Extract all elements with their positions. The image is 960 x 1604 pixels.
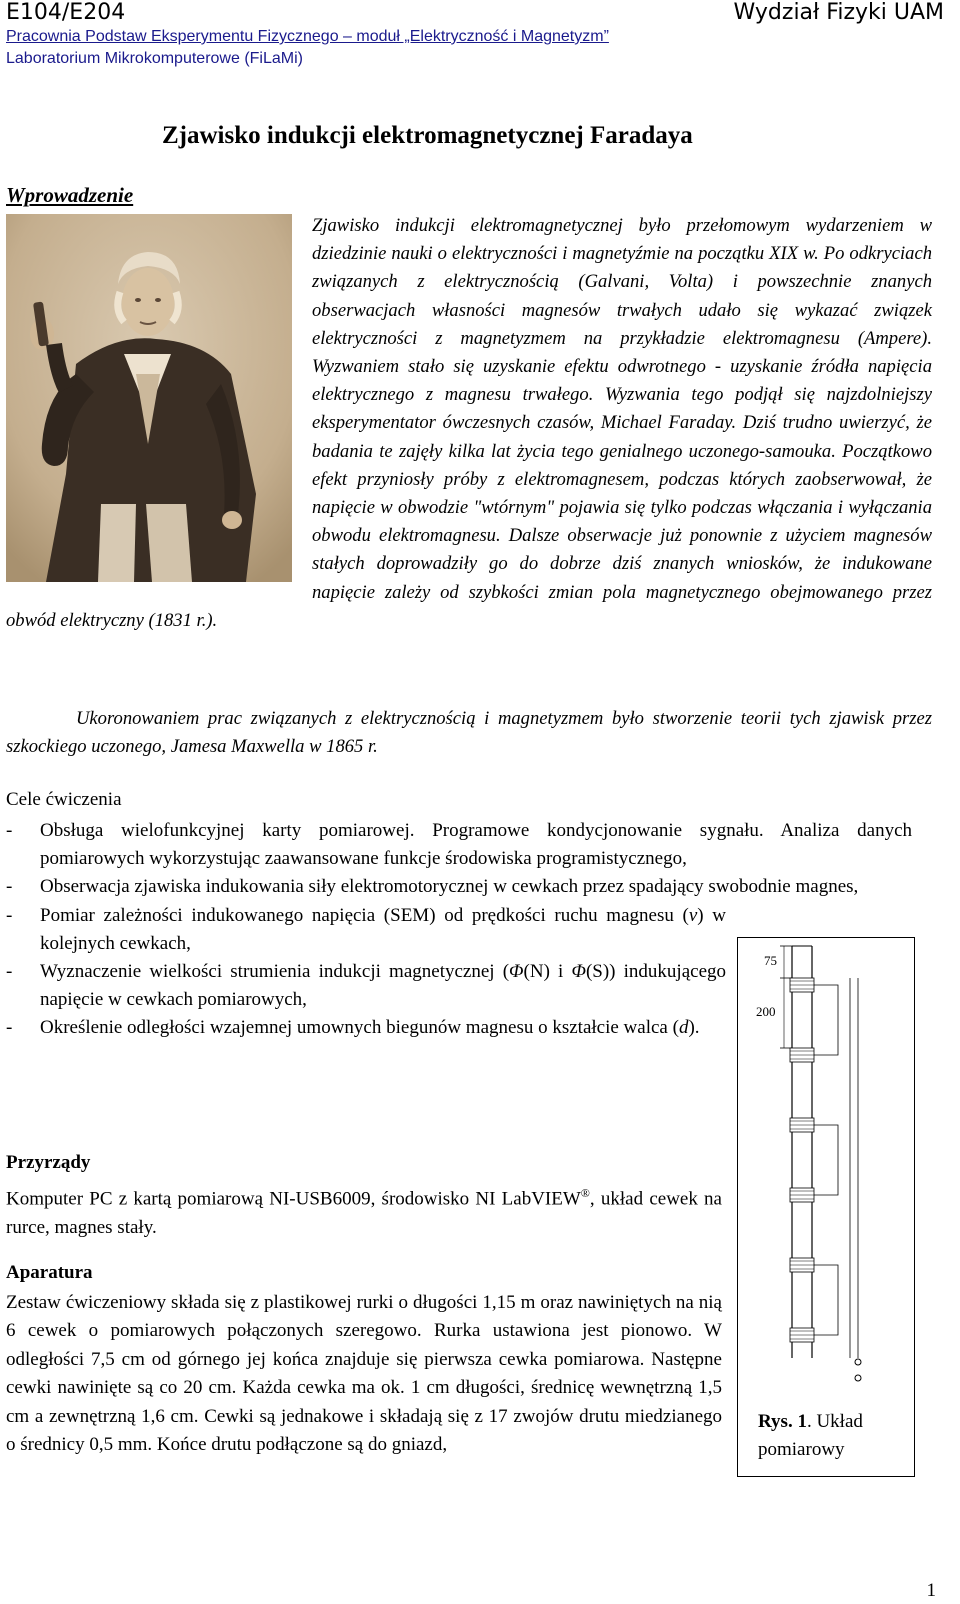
coil-4 <box>790 1188 814 1202</box>
coil-1 <box>790 978 814 992</box>
intro-paragraph-2: Ukoronowaniem prac związanych z elektrycznością i magnetyzmem było stworzenie teorii tych zjawisk przez szkockiego uczonego, Jamesa Maxwella w 1865 r. <box>6 708 932 758</box>
instruments-text: Komputer PC z kartą pomiarową NI-USB6009, środowisko NI LabVIEW®, układ cewek na rurce, magnes stały. <box>6 1186 722 1238</box>
setup-figure <box>737 937 915 1477</box>
terminal-2 <box>855 1375 861 1381</box>
list-item: - Wyznaczenie wielkości strumienia indukcji magnetycznej (Φ(N) i Φ(S)) indukującego napięcie w cewkach pomiarowych, <box>6 961 727 1011</box>
list-item: - Pomiar zależności indukowanego napięcia (SEM) od prędkości ruchu magnesu (v) w kolejnych cewkach, <box>6 904 726 954</box>
terminal-1 <box>855 1359 861 1365</box>
document-title: Zjawisko indukcji elektromagnetycznej Faradaya <box>162 122 693 149</box>
list-item: - Obsługa wielofunkcyjnej karty pomiarowej. Programowe kondycjonowanie sygnału. Analiza danych pomiarowych wykorzystując zaawansowane funkcje środowiska programistycznego, <box>6 820 912 870</box>
intro-paragraph-1 <box>6 212 932 635</box>
lab-name: Pracownia Podstaw Eksperymentu Fizycznego – moduł „Elektryczność i Magnetyzm” <box>6 28 609 45</box>
coil-3 <box>790 1118 814 1132</box>
faculty-name: Wydział Fizyki UAM <box>733 0 944 25</box>
setup-diagram <box>738 938 914 1408</box>
intro-text-1: Zjawisko indukcji elektromagnetycznej było przełomowym wydarzeniem w dziedzinie nauki o elektryczności i magnetyźmie na początku XIX w. Po odkryciach związanych z elektrycznością (Galvani, Volta) i powszechnie znanych obserwacjach własności magnesów trwałych udało się wykazać związek elektryczności z magnetyzmem na przykładzie elektromagnesu (Ampere). Wyzwaniem stało się uzyskanie efektu odwrotnego - uzyskanie źródła napięcia elektrycznego z magnesu trwałego. Wyzwania tego podjął się najzdolniejszy eksperymentator ówczesnych czasów, Michael Faraday. Dziś trudno uwierzyć, że badania te zajęły kilka lat życia tego genialnego uczonego-samouka. Początkowo efekt przyniosły próby z elektromagnesem, podczas których zaobserwował, że napięcie w obwodzie "wtórnym" pojawia się tylko podczas włączania i wyłączania obwodu elektromagnesu. Dalsze obserwacje już ponownie z użyciem magnesów stałych doprowadziły go do dobrze dziś znanych wniosków, że indukowane napięcie zależy od szybkości zmian pola magnetycznego obejmowanego przez obwód elektryczny (1831 r.). <box>6 215 932 631</box>
instruments-heading: Przyrządy <box>6 1152 91 1173</box>
portrait-spacer <box>6 212 312 580</box>
course-code: E104/E204 <box>6 0 126 25</box>
dim-spacing-label: 200 <box>756 1004 776 1019</box>
intro-heading: Wprowadzenie <box>6 183 134 207</box>
page-number: 1 <box>926 1580 936 1601</box>
lab-subname: Laboratorium Mikrokomputerowe (FiLaMi) <box>6 50 303 67</box>
figure-caption: Rys. 1. Układ pomiarowy <box>758 1411 863 1460</box>
coil-6 <box>790 1328 814 1342</box>
list-item: - Określenie odległości wzajemnej umownych biegunów magnesu o kształcie walca (d). <box>6 1017 700 1039</box>
apparatus-text: Zestaw ćwiczeniowy składa się z plastikowej rurki o długości 1,15 m oraz nawiniętych na nią 6 cewek o pomiarowych połączonych szeregowo. Rurka ustawiona jest pionowo. W odległości 7,5 cm od górnego jej końca znajduje się pierwsza cewka pomiarowa. Następne cewki nawinięte są co 20 cm. Każda cewka ma ok. 1 cm długości, średnicę wewnętrzną 1,5 cm a zewnętrzną 1,6 cm. Cewki są jednakowe i składają się z 17 zwojów drutu miedzianego o średnicy 0,5 mm. Końce drutu podłączone są do gniazd, <box>6 1292 722 1456</box>
coil-2 <box>790 1048 814 1062</box>
dim-top-label: 75 <box>764 953 777 968</box>
list-item: - Obserwacja zjawiska indukowania siły elektromotorycznej w cewkach przez spadający swobodnie magnes, <box>6 876 859 898</box>
coil-5 <box>790 1258 814 1272</box>
goals-heading: Cele ćwiczenia <box>6 789 122 810</box>
apparatus-heading: Aparatura <box>6 1262 93 1283</box>
